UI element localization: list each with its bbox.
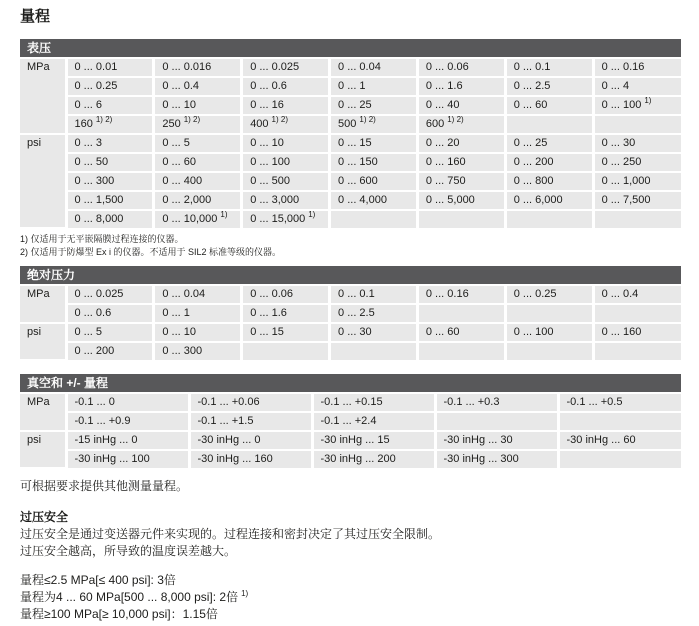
range-cell: -30 inHg ... 0 [189, 431, 312, 450]
page-title: 量程 [20, 8, 51, 25]
overpressure-line-1: 过压安全是通过变送器元件来实现的。过程连接和密封决定了其过压安全限制。 [20, 527, 441, 541]
table-row [20, 77, 681, 96]
unit-cell: psi [20, 323, 66, 360]
range-cell: 0 ... 1.6 [242, 304, 330, 323]
range-cell: -30 inHg ... 15 [312, 431, 435, 450]
range-cell: -0.1 ... +0.06 [189, 393, 312, 412]
table-row [20, 393, 681, 412]
range-cell: 0 ... 5 [66, 323, 154, 342]
table-row [20, 96, 681, 115]
range-cell: 0 ... 5,000 [417, 191, 505, 210]
range-cell: 0 ... 16 [242, 96, 330, 115]
range-cell: 0 ... 30 [593, 134, 681, 153]
range-cell: 0 ... 0.25 [66, 77, 154, 96]
range-cell [330, 342, 418, 360]
range-cell: 0 ... 0.04 [330, 58, 418, 77]
table-row [20, 191, 681, 210]
table-row [20, 153, 681, 172]
range-cell: -0.1 ... +0.5 [558, 393, 681, 412]
range-cell [558, 450, 681, 468]
range-cell [593, 304, 681, 323]
range-cell: -30 inHg ... 300 [435, 450, 558, 468]
range-cell: 0 ... 15,000 $^{1)}$ [242, 210, 330, 228]
range-cell: 0 ... 0.4 [154, 77, 242, 96]
table-row [20, 210, 681, 228]
absolute-pressure-table [20, 266, 681, 361]
range-cell: 0 ... 100 [505, 323, 593, 342]
range-cell: 0 ... 400 [154, 172, 242, 191]
unit-cell: psi [20, 134, 66, 228]
range-cell: 0 ... 0.016 [154, 58, 242, 77]
table-row [20, 134, 681, 153]
range-cell: 0 ... 60 [417, 323, 505, 342]
range-cell: 0 ... 1.6 [417, 77, 505, 96]
unit-cell: MPa [20, 285, 66, 323]
range-cell [417, 304, 505, 323]
range-cell: -0.1 ... +0.15 [312, 393, 435, 412]
footnote-marker: 1) [220, 210, 228, 220]
range-cell: 0 ... 60 [505, 96, 593, 115]
range-cell: 0 ... 300 [154, 342, 242, 360]
range-cell: 250 $^{1) 2)}$ [154, 115, 242, 134]
table-row [20, 58, 681, 77]
range-cell: 0 ... 0.25 [505, 285, 593, 304]
range-cell: 0 ... 0.01 [66, 58, 154, 77]
vacuum-range-table [20, 374, 681, 469]
range-cell: 0 ... 20 [417, 134, 505, 153]
range-cell [435, 412, 558, 431]
range-cell: 0 ... 1,000 [593, 172, 681, 191]
range-cell: 0 ... 0.16 [417, 285, 505, 304]
range-cell: -0.1 ... +0.9 [66, 412, 189, 431]
table-row [20, 323, 681, 342]
range-cell: -30 inHg ... 30 [435, 431, 558, 450]
range-cell: 0 ... 150 [330, 153, 418, 172]
range-cell: 0 ... 3 [66, 134, 154, 153]
table-row [20, 115, 681, 134]
footnote-marker: 1) 2) [183, 115, 201, 125]
range-cell: 0 ... 250 [593, 153, 681, 172]
footnote-1: 1) 仅适用于无平嵌隔膜过程连接的仪器。 [20, 234, 184, 244]
overpressure-heading: 过压安全 [20, 510, 69, 524]
overpressure-rating-line: 量程为4 ... 60 MPa[500 ... 8,000 psi]: 2倍 $^{1)}$ [20, 589, 249, 604]
range-cell [593, 210, 681, 228]
range-cell: 0 ... 0.04 [154, 285, 242, 304]
unit-cell: psi [20, 431, 66, 468]
range-cell [505, 115, 593, 134]
range-cell: 0 ... 0.06 [417, 58, 505, 77]
range-cell: 0 ... 0.6 [242, 77, 330, 96]
range-cell [593, 342, 681, 360]
range-cell: -0.1 ... +2.4 [312, 412, 435, 431]
range-cell [505, 210, 593, 228]
range-cell: 0 ... 0.4 [593, 285, 681, 304]
range-cell: 0 ... 4 [593, 77, 681, 96]
range-cell: 0 ... 10 [242, 134, 330, 153]
other-ranges-note: 可根据要求提供其他测量量程。 [20, 479, 189, 493]
range-cell: 0 ... 6,000 [505, 191, 593, 210]
footnotes [20, 233, 681, 258]
range-cell: -30 inHg ... 160 [189, 450, 312, 468]
range-cell: 0 ... 160 [593, 323, 681, 342]
range-cell: 0 ... 0.16 [593, 58, 681, 77]
footnote-marker: 1) [644, 96, 652, 106]
range-cell: 0 ... 0.025 [242, 58, 330, 77]
range-cell: 0 ... 7,500 [593, 191, 681, 210]
overpressure-paragraph [20, 526, 681, 560]
table-section-header: 真空和 +/- 量程 [20, 374, 681, 393]
range-cell: 0 ... 0.1 [330, 285, 418, 304]
range-cell: 0 ... 30 [330, 323, 418, 342]
range-cell: -30 inHg ... 60 [558, 431, 681, 450]
footnote-marker: 1) [241, 589, 249, 598]
range-cell: -30 inHg ... 200 [312, 450, 435, 468]
gauge-pressure-table [20, 39, 681, 229]
table-section-header: 表压 [20, 39, 681, 58]
unit-cell: MPa [20, 58, 66, 134]
range-cell: 0 ... 5 [154, 134, 242, 153]
range-cell: 0 ... 8,000 [66, 210, 154, 228]
range-cell [505, 342, 593, 360]
range-cell: -30 inHg ... 100 [66, 450, 189, 468]
range-cell: 0 ... 15 [242, 323, 330, 342]
table-row [20, 304, 681, 323]
range-cell [593, 115, 681, 134]
table-row [20, 412, 681, 431]
range-cell: 0 ... 1,500 [66, 191, 154, 210]
range-cell: 0 ... 600 [330, 172, 418, 191]
range-cell: -0.1 ... 0 [66, 393, 189, 412]
range-cell: 0 ... 300 [66, 172, 154, 191]
range-cell [505, 304, 593, 323]
range-cell: 0 ... 15 [330, 134, 418, 153]
range-cell [242, 342, 330, 360]
range-cell: 0 ... 10,000 $^{1)}$ [154, 210, 242, 228]
overpressure-rating-line: 量程≤2.5 MPa[≤ 400 psi]: 3倍 [20, 573, 176, 587]
range-cell: 0 ... 10 [154, 323, 242, 342]
overpressure-rating-line: 量程≥100 MPa[≥ 10,000 psi]：1.15倍 [20, 607, 218, 621]
range-cell: 0 ... 800 [505, 172, 593, 191]
range-cell: 0 ... 200 [505, 153, 593, 172]
range-cell: 0 ... 500 [242, 172, 330, 191]
range-cell: 0 ... 25 [330, 96, 418, 115]
range-cell: 0 ... 25 [505, 134, 593, 153]
range-cell: 0 ... 200 [66, 342, 154, 360]
range-cell: 0 ... 0.06 [242, 285, 330, 304]
overpressure-line-2: 过压安全越高，所导致的温度误差越大。 [20, 544, 237, 558]
footnote-marker: 1) 2) [95, 115, 113, 125]
table-row [20, 172, 681, 191]
range-cell [330, 210, 418, 228]
footnote-marker: 1) [308, 210, 316, 220]
range-cell: 0 ... 160 [417, 153, 505, 172]
range-cell [417, 210, 505, 228]
footnote-marker: 1) 2) [271, 115, 288, 125]
table-row [20, 450, 681, 468]
range-cell: 0 ... 1 [330, 77, 418, 96]
range-cell: 0 ... 40 [417, 96, 505, 115]
range-cell: 0 ... 2.5 [505, 77, 593, 96]
overpressure-ratings [20, 572, 681, 623]
footnote-marker: 1) 2) [359, 115, 376, 125]
range-cell [558, 412, 681, 431]
range-cell: 0 ... 2.5 [330, 304, 418, 323]
table-row [20, 431, 681, 450]
footnote-2: 2) 仅适用于防爆型 Ex i 的仪器。不适用于 SIL2 标准等级的仪器。 [20, 246, 282, 257]
table-row [20, 285, 681, 304]
range-cell: 0 ... 10 [154, 96, 242, 115]
range-cell: 500 $^{1) 2)}$ [330, 115, 418, 134]
unit-cell: MPa [20, 393, 66, 431]
range-cell [417, 342, 505, 360]
range-cell: 0 ... 3,000 [242, 191, 330, 210]
range-cell: 0 ... 0.025 [66, 285, 154, 304]
table-section-header: 绝对压力 [20, 266, 681, 285]
table-row [20, 342, 681, 360]
range-cell: 0 ... 0.6 [66, 304, 154, 323]
range-cell: 0 ... 0.1 [505, 58, 593, 77]
range-cell: 0 ... 60 [154, 153, 242, 172]
range-cell: 600 $^{1) 2)}$ [417, 115, 505, 134]
range-cell: -15 inHg ... 0 [66, 431, 189, 450]
range-cell: -0.1 ... +1.5 [189, 412, 312, 431]
range-cell: 0 ... 4,000 [330, 191, 418, 210]
range-cell: 160 $^{1) 2)}$ [66, 115, 154, 134]
range-cell: 0 ... 2,000 [154, 191, 242, 210]
range-cell: 0 ... 50 [66, 153, 154, 172]
range-cell: 0 ... 750 [417, 172, 505, 191]
range-cell: 0 ... 6 [66, 96, 154, 115]
range-cell: 400 $^{1) 2)}$ [242, 115, 330, 134]
range-cell: 0 ... 1 [154, 304, 242, 323]
range-cell: 0 ... 100 $^{1)}$ [593, 96, 681, 115]
range-cell: 0 ... 100 [242, 153, 330, 172]
footnote-marker: 1) 2) [447, 115, 464, 125]
range-cell: -0.1 ... +0.3 [435, 393, 558, 412]
